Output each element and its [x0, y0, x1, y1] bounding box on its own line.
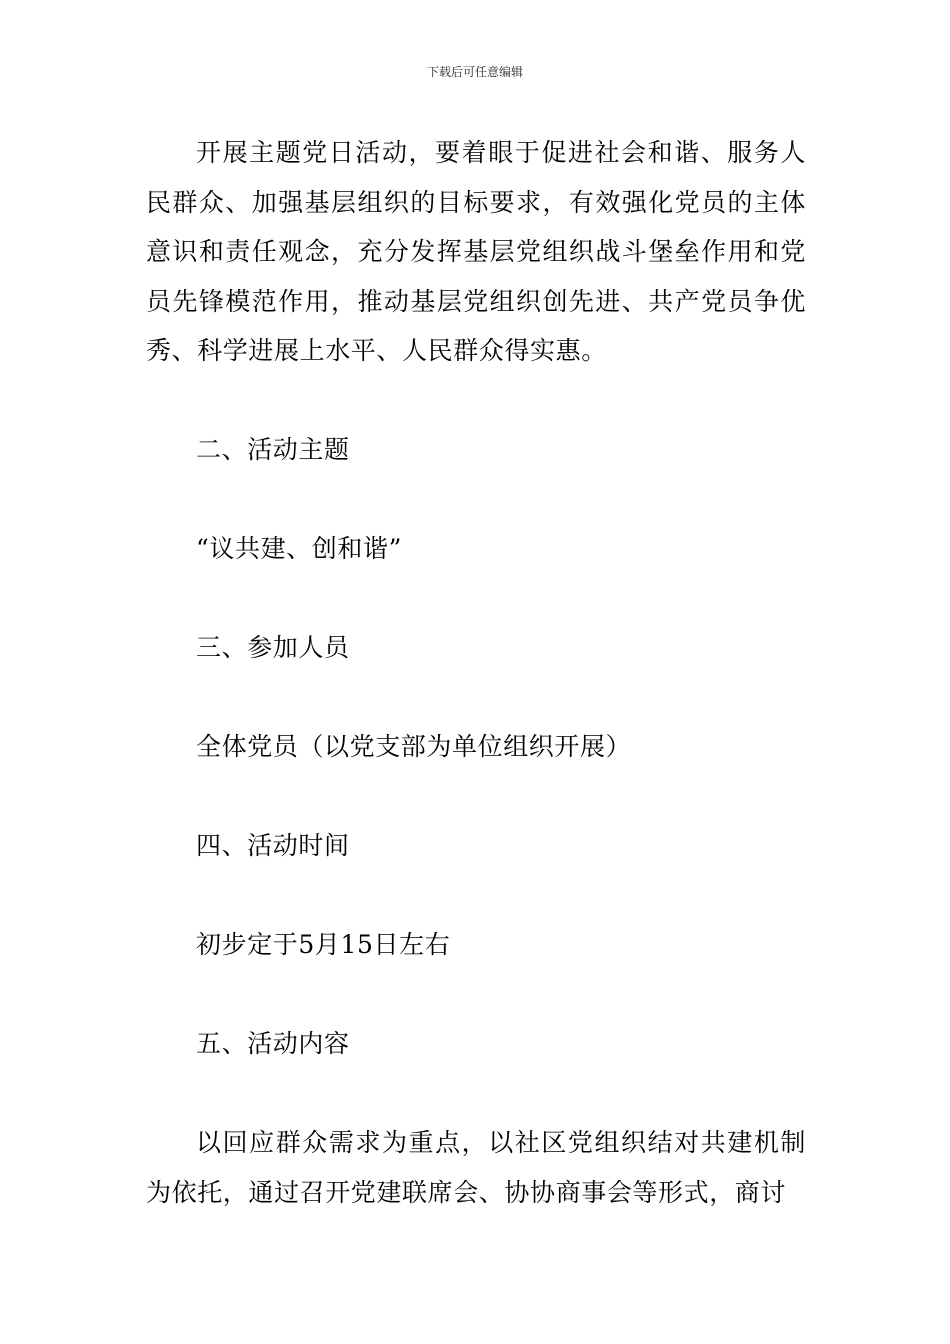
spacer [146, 574, 806, 624]
section-text-participants: 全体党员（以党支部为单位组织开展） [196, 732, 632, 761]
section-heading-participants: 三、参加人员 [196, 633, 350, 662]
spacer [146, 1069, 806, 1119]
spacer [146, 772, 806, 822]
spacer [146, 376, 806, 426]
intro-paragraph: 开展主题党日活动，要着眼于促进社会和谐、服务人民群众、加强基层组织的目标要求，有效强化党员的主体意识和责任观念，充分发挥基层党组织战斗堡垒作用和党员先锋模范作用，推动基层党组织创先进、共产党员争优秀、科学进展上水平、人民群众得实惠。 [146, 138, 806, 365]
section-heading-content: 五、活动内容 [196, 1029, 350, 1058]
document-body [146, 128, 806, 1217]
section-heading-theme: 二、活动主题 [196, 435, 350, 464]
section-heading-time: 四、活动时间 [196, 831, 350, 860]
spacer [146, 475, 806, 525]
spacer [146, 871, 806, 921]
section-text-theme: “议共建、创和谐” [196, 534, 402, 563]
section-text-time: 初步定于5月15日左右 [196, 930, 451, 959]
content-paragraph: 以回应群众需求为重点，以社区党组织结对共建机制为依托，通过召开党建联席会、协协商事会等形式，商讨 [146, 1128, 806, 1207]
page-header-note: 下载后可任意编辑 [426, 65, 523, 79]
spacer [146, 970, 806, 1020]
spacer [146, 673, 806, 723]
